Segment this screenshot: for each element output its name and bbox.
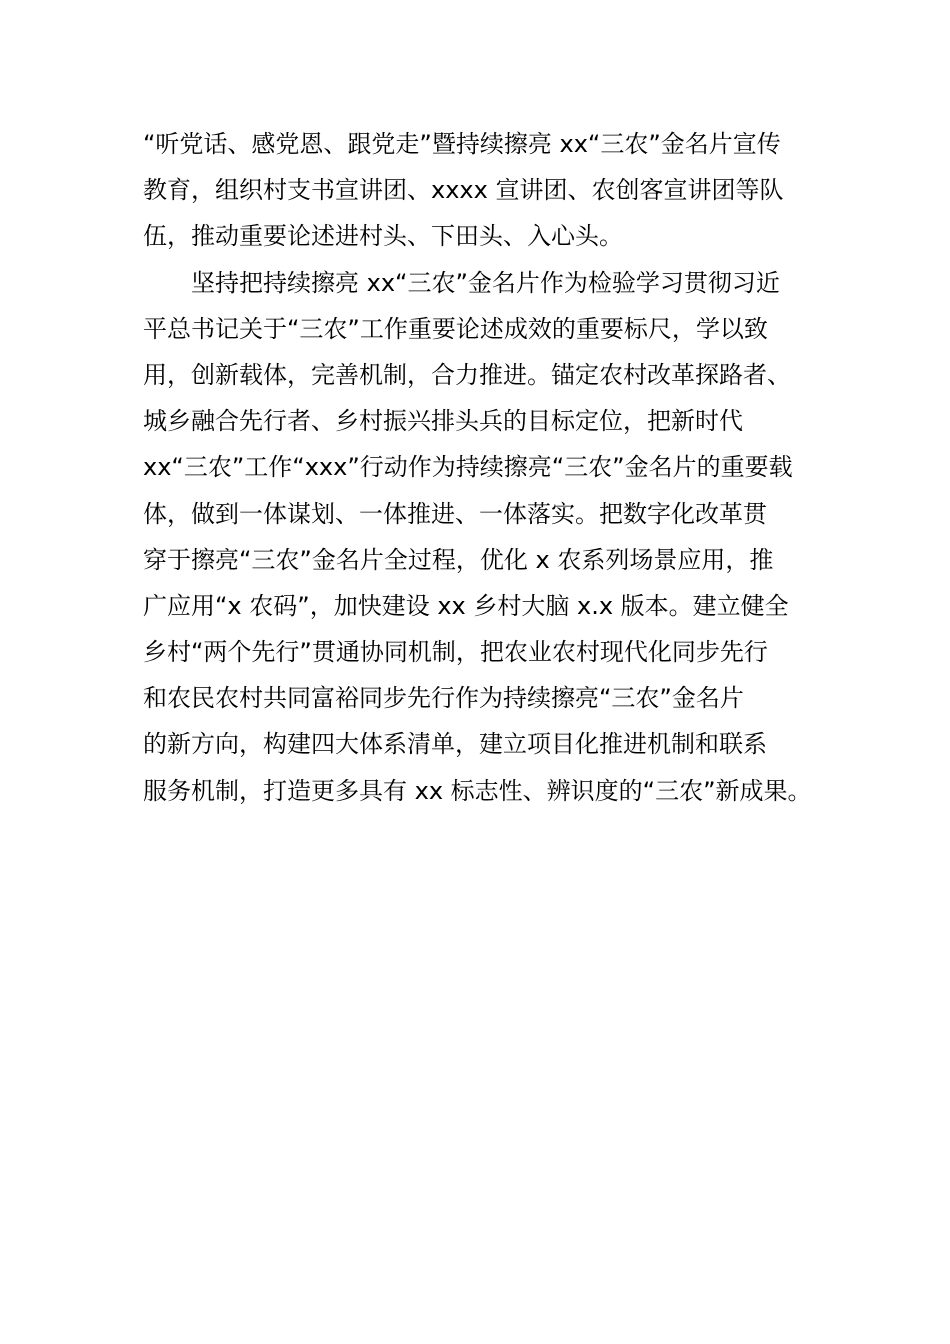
text-line: “听党话、感党恩、跟党走”暨持续擦亮 xx“三农”金名片宣传 — [143, 130, 781, 158]
text-line: 体，做到一体谋划、一体推进、一体落实。把数字化改革贯 — [143, 499, 767, 528]
text-line: 坚持把持续擦亮 xx“三农”金名片作为检验学习贯彻习近 — [191, 268, 780, 297]
text-line: 和农民农村共同富裕同步先行作为持续擦亮“三农”金名片 — [143, 684, 744, 713]
text-line: 乡村“两个先行”贯通协同机制，把农业农村现代化同步先行 — [143, 638, 768, 667]
paragraph-1 — [143, 121, 813, 260]
text-line: xx“三农”工作“xxx”行动作为持续擦亮“三农”金名片的重要载 — [143, 453, 793, 482]
text-line: 广应用“x 农码”，加快建设 xx 乡村大脑 x.x 版本。建立健全 — [143, 591, 789, 620]
text-line: 用，创新载体，完善机制，合力推进。锚定农村改革探路者、 — [143, 360, 791, 389]
paragraph-2 — [143, 260, 813, 814]
text-line: 城乡融合先行者、乡村振兴排头兵的目标定位，把新时代 — [143, 407, 743, 436]
document-body — [143, 121, 813, 814]
text-line: 穿于擦亮“三农”金名片全过程，优化 x 农系列场景应用，推 — [143, 545, 774, 574]
text-line: 的新方向，构建四大体系清单，建立项目化推进机制和联系 — [143, 730, 767, 759]
text-line: 平总书记关于“三农”工作重要论述成效的重要标尺，学以致 — [143, 314, 768, 343]
text-line: 教育，组织村支书宣讲团、xxxx 宣讲团、农创客宣讲团等队 — [143, 176, 784, 205]
text-line: 伍，推动重要论述进村头、下田头、入心头。 — [143, 222, 623, 251]
text-line: 服务机制，打造更多具有 xx 标志性、辨识度的“三农”新成果。 — [143, 776, 812, 805]
